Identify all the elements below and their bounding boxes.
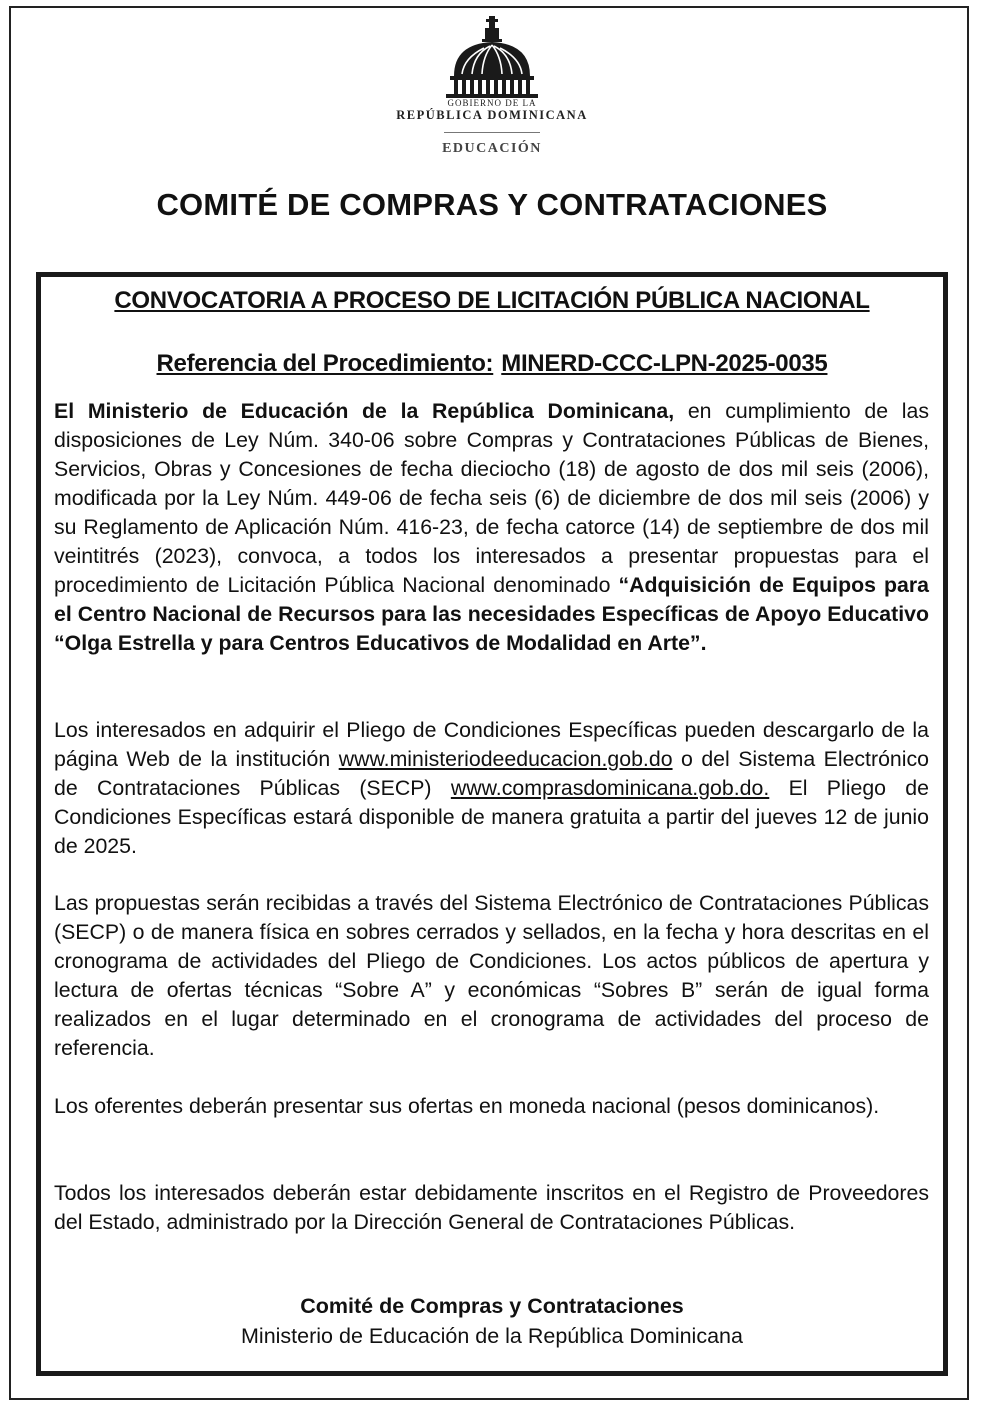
logo-caption-line1: GOBIERNO DE LA xyxy=(447,98,537,108)
paragraph-propuestas: Las propuestas serán recibidas a través del Sistema Electrónico de Contrataciones Públicas (SECP) o de manera física en sobres cerrados y sellados, en la fecha y hora descritas en el cronograma de actividades del Pliego de Condiciones. Los actos públicos de apertura y lectura de ofertas técnicas “Sobre A” y económicas “Sobres B” serán de igual forma realizados en el lugar determinado en el cronograma de actividades del proceso de referencia. xyxy=(54,891,929,1060)
notice-title: CONVOCATORIA A PROCESO DE LICITACIÓN PÚBLICA NACIONAL xyxy=(114,287,870,314)
signature-committee: Comité de Compras y Contrataciones xyxy=(300,1294,684,1318)
pliego-text-b: o del Sistema Electrónico de Contrataciones Públicas (SECP) xyxy=(54,747,929,800)
reference-line xyxy=(0,350,984,378)
signature-ministry: Ministerio de Educación de la República Dominicana xyxy=(241,1324,743,1348)
logo-caption-line3: EDUCACIÓN xyxy=(442,141,542,156)
paragraph-intro xyxy=(54,397,929,658)
ministry-website-link[interactable]: www.ministeriodeeducacion.gob.do xyxy=(338,747,673,771)
procedure-name: “Adquisición de Equipos para el Centro Nacional de Recursos para las necesidades Específicas de Apoyo Educativo “Olga Estrella y para Centros Educativos de Modalidad en Arte”. xyxy=(54,573,929,655)
paragraph-pliego xyxy=(54,716,929,861)
intro-text: en cumplimiento de las disposiciones de Ley Núm. 340-06 sobre Compras y Contrataciones Públicas de Bienes, Servicios, Obras y Concesiones de fecha dieciocho (18) de agosto de dos mil seis (2006), modificada por la Ley Núm. 449-06 de fecha seis (6) de diciembre de dos mil seis (2006) y su Reglamento de Aplicación Núm. 416-23, de fecha catorce (14) de septiembre de dos mil veintitrés (2023), convoca, a todos los interesados a presentar propuestas para el procedimiento de Licitación Pública Nacional denominado xyxy=(54,399,929,597)
reference-code: MINERD-CCC-LPN-2025-0035 xyxy=(501,350,828,377)
intro-bold-start: El Ministerio de Educación de la República Dominicana, xyxy=(54,399,675,423)
pliego-text-c: El Pliego de Condiciones Específicas estará disponible de manera gratuita a partir del jueves 12 de junio de 2025. xyxy=(54,776,930,858)
pliego-text-a: Los interesados en adquirir el Pliego de Condiciones Específicas pueden descargarlo de la página Web de la institución xyxy=(54,718,929,771)
page-title: COMITÉ DE COMPRAS Y CONTRATACIONES xyxy=(156,187,828,222)
logo-caption-line2: REPÚBLICA DOMINICANA xyxy=(396,108,588,122)
reference-label: Referencia del Procedimiento: xyxy=(156,350,494,377)
logo-divider xyxy=(444,132,540,133)
secp-website-link[interactable]: www.comprasdominicana.gob.do. xyxy=(450,776,770,800)
paragraph-registro: Todos los interesados deberán estar debidamente inscritos en el Registro de Proveedores del Estado, administrado por la Dirección General de Contrataciones Públicas. xyxy=(54,1181,929,1234)
paragraph-moneda: Los oferentes deberán presentar sus ofertas en moneda nacional (pesos dominicanos). xyxy=(54,1094,880,1118)
